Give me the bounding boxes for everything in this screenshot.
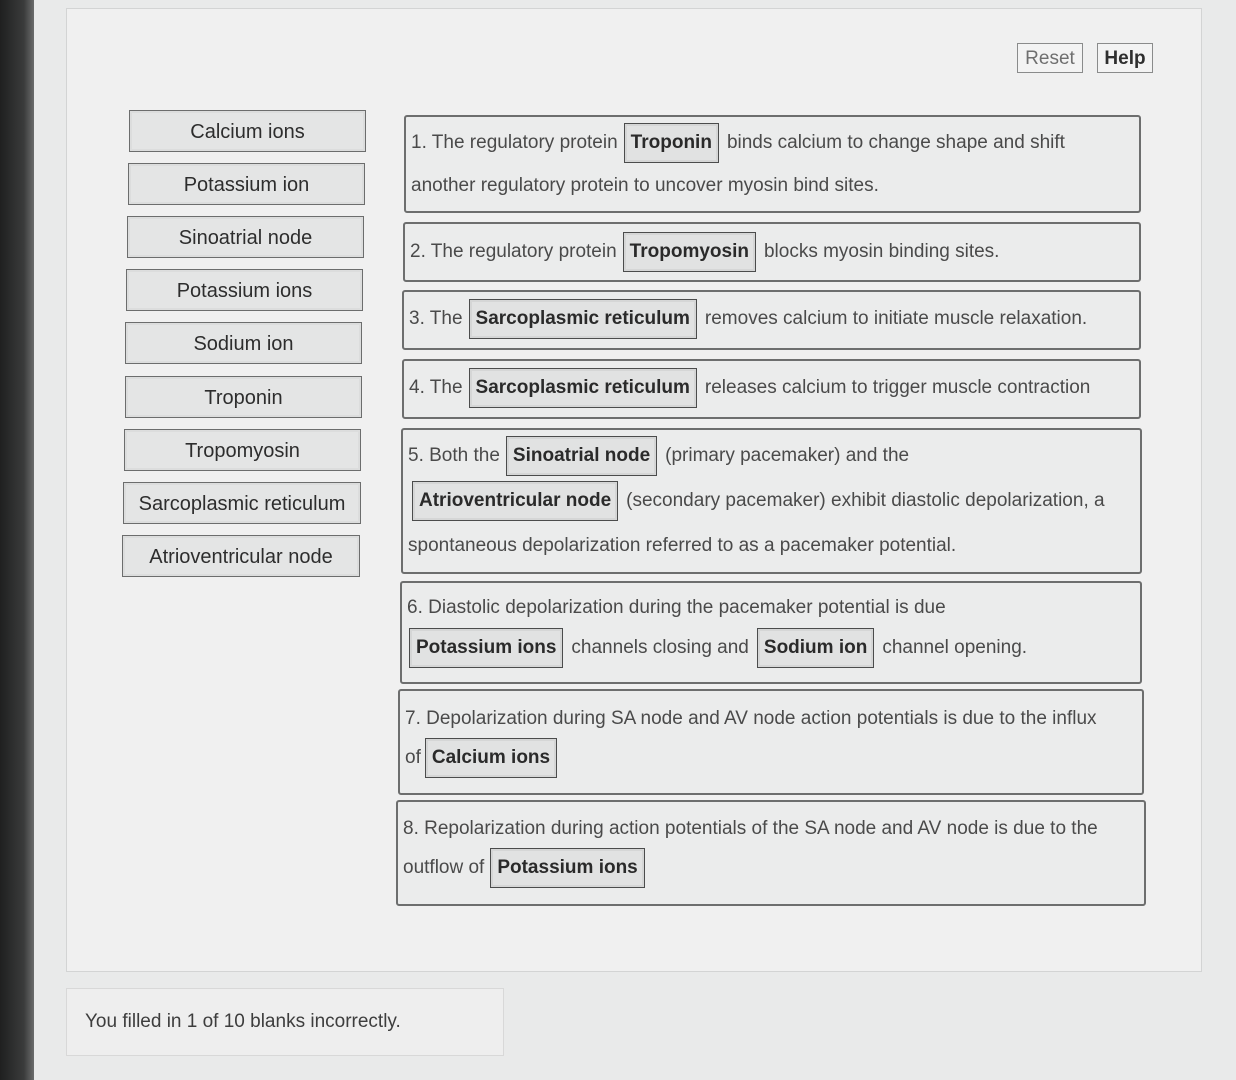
question-3 xyxy=(402,290,1141,350)
question-1 xyxy=(404,115,1141,213)
bank-item-sinoatrial-node[interactable]: Sinoatrial node xyxy=(127,216,364,258)
question-7-text-of: of xyxy=(405,747,421,768)
question-6 xyxy=(400,581,1142,684)
question-1-blank[interactable]: Troponin xyxy=(624,123,719,163)
question-6-blank-1[interactable]: Potassium ions xyxy=(409,628,563,668)
question-4-line-1 xyxy=(409,367,1090,409)
question-6-line-2 xyxy=(407,627,1027,669)
question-5-line-1 xyxy=(408,435,909,477)
question-6-text-mid: channels closing and xyxy=(571,637,749,658)
bank-item-sodium-ion[interactable]: Sodium ion xyxy=(125,322,362,364)
question-8-blank[interactable]: Potassium ions xyxy=(490,848,644,888)
question-6-blank-2[interactable]: Sodium ion xyxy=(757,628,874,668)
status-message: You filled in 1 of 10 blanks incorrectly. xyxy=(85,1011,401,1032)
question-8-line-2 xyxy=(403,847,653,889)
question-1-text-after: binds calcium to change shape and shift xyxy=(726,132,1065,153)
question-2 xyxy=(403,222,1141,282)
bank-item-sarcoplasmic-reticulum[interactable]: Sarcoplasmic reticulum xyxy=(123,482,361,524)
question-7-text: 7. Depolarization during SA node and AV node action potentials is due to the influx xyxy=(405,708,1097,729)
question-5-blank-1[interactable]: Sinoatrial node xyxy=(506,436,657,476)
question-4-blank[interactable]: Sarcoplasmic reticulum xyxy=(469,368,697,408)
bank-item-tropomyosin[interactable]: Tropomyosin xyxy=(124,429,361,471)
question-1-line-2 xyxy=(411,173,879,199)
question-4-text: 4. The xyxy=(409,377,463,398)
question-3-blank[interactable]: Sarcoplasmic reticulum xyxy=(469,299,697,339)
question-7 xyxy=(398,689,1144,795)
question-7-line-2 xyxy=(405,737,565,779)
bank-item-atrioventricular-node[interactable]: Atrioventricular node xyxy=(122,535,360,577)
question-6-text: 6. Diastolic depolarization during the pacemaker potential is due xyxy=(407,597,946,618)
question-2-line-1 xyxy=(410,231,999,273)
bank-item-troponin[interactable]: Troponin xyxy=(125,376,362,418)
question-6-line-1 xyxy=(407,595,946,621)
question-5-text-after: (secondary pacemaker) exhibit diastolic depolarization, a xyxy=(626,490,1105,511)
question-5-line-3 xyxy=(408,533,956,559)
reset-button[interactable]: Reset xyxy=(1017,43,1083,73)
bank-item-potassium-ion[interactable]: Potassium ion xyxy=(128,163,365,205)
question-4 xyxy=(402,359,1141,419)
question-1-line-1 xyxy=(411,122,1065,164)
question-8-text-of: outflow of xyxy=(403,857,485,878)
screen-edge xyxy=(0,0,34,1080)
question-4-text-after: releases calcium to trigger muscle contraction xyxy=(704,377,1091,398)
question-3-line-1 xyxy=(409,298,1087,340)
question-8 xyxy=(396,800,1146,906)
question-7-line-1 xyxy=(405,706,1097,732)
question-3-text: 3. The xyxy=(409,308,463,329)
bank-item-calcium-ions[interactable]: Calcium ions xyxy=(129,110,366,152)
question-1-text: 1. The regulatory protein xyxy=(411,132,618,153)
question-2-text: 2. The regulatory protein xyxy=(410,241,617,262)
question-3-text-after: removes calcium to initiate muscle relaxation. xyxy=(704,308,1088,329)
question-5-line-2 xyxy=(408,480,1105,522)
question-6-text-after: channel opening. xyxy=(882,637,1028,658)
question-8-line-1 xyxy=(403,816,1098,842)
question-2-text-after: blocks myosin binding sites. xyxy=(763,241,1000,262)
question-5-text-mid: (primary pacemaker) and the xyxy=(665,445,910,466)
question-5-blank-2[interactable]: Atrioventricular node xyxy=(412,481,618,521)
question-8-text: 8. Repolarization during action potentials of the SA node and AV node is due to the xyxy=(403,818,1098,839)
bank-item-potassium-ions[interactable]: Potassium ions xyxy=(126,269,363,311)
question-5 xyxy=(401,428,1142,574)
question-2-blank[interactable]: Tropomyosin xyxy=(623,232,756,272)
question-7-blank[interactable]: Calcium ions xyxy=(425,738,557,778)
help-button[interactable]: Help xyxy=(1097,43,1153,73)
status-message-box xyxy=(66,988,504,1056)
question-5-text: 5. Both the xyxy=(408,445,500,466)
question-5-text-line3: spontaneous depolarization referred to as a pacemaker potential. xyxy=(408,535,957,556)
question-1-text-line2: another regulatory protein to uncover myosin bind sites. xyxy=(411,175,879,196)
